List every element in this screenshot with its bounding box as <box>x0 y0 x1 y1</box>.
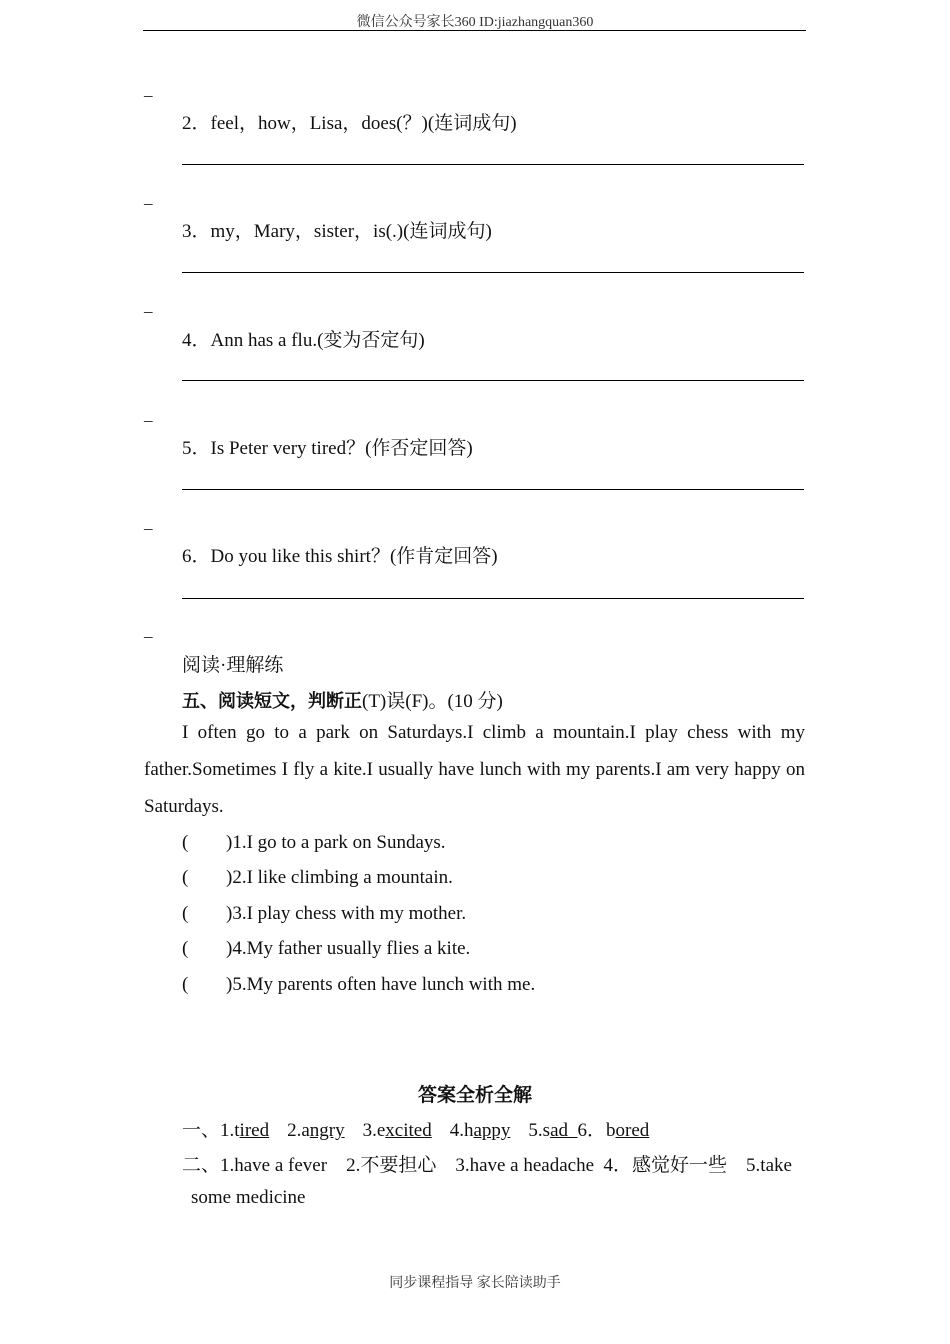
answers-title: 答案全析全解 <box>417 1084 532 1106</box>
tf-item: ( )1.I go to a park on Sundays. <box>182 832 446 853</box>
section-heading <box>182 686 503 713</box>
answer-line <box>182 489 804 490</box>
answer-item: 5.sad <box>528 1120 578 1141</box>
tf-item: ( )4.My father usually flies a kite. <box>182 938 471 959</box>
answer-dash: _ <box>144 188 153 207</box>
section-heading-rest: (T)误(F)。(10 分) <box>362 691 503 712</box>
tf-item: ( )5.My parents often have lunch with me. <box>182 974 536 995</box>
answer-line <box>182 164 804 165</box>
answer-line <box>182 380 804 381</box>
question-2: 2．feel，how，Lisa，does(？)(连词成句) <box>182 113 517 134</box>
answer-item: 3.excited <box>362 1120 432 1141</box>
question-6: 6．Do you like this shirt？(作肯定回答) <box>182 546 498 567</box>
answers-row-1 <box>182 1115 667 1142</box>
question-3: 3．my，Mary，sister，is(.)(连词成句) <box>182 221 492 242</box>
answer-dash: _ <box>144 80 153 99</box>
answers-row-2-continuation: some medicine <box>191 1187 306 1208</box>
section-heading-bold: 五、阅读短文，判断正 <box>182 691 362 712</box>
answer-line <box>182 272 804 273</box>
answer-line <box>182 598 804 599</box>
page-footer: 同步课程指导 家长陪读助手 <box>389 1276 561 1291</box>
answers-row-2: 二、1.have a fever 2.不要担心 3.have a headache 4．感觉好一些 5.take <box>182 1155 792 1176</box>
answer-dash: _ <box>144 405 153 424</box>
answer-item: 1.tired <box>220 1120 270 1141</box>
question-5: 5．Is Peter very tired？(作否定回答) <box>182 438 473 459</box>
reading-passage <box>144 714 805 825</box>
question-4: 4．Ann has a flu.(变为否定句) <box>182 330 425 351</box>
answer-item: 4.happy <box>449 1120 511 1141</box>
answers-row-1-prefix: 一、 <box>182 1120 221 1141</box>
answer-dash: _ <box>144 621 153 640</box>
answer-dash: _ <box>144 296 153 315</box>
section-label: 阅读·理解练 <box>182 655 284 676</box>
header-rule <box>143 30 806 31</box>
answer-item: 6．bored <box>577 1120 650 1141</box>
reading-passage-text: I often go to a park on Saturdays.I climb a mountain.I play chess with my father.Sometimes I fly a kite.I usually have lunch with my parents.I am very happy on Saturdays. <box>144 722 805 817</box>
tf-item: ( )3.I play chess with my mother. <box>182 903 467 924</box>
answer-item: 2.angry <box>287 1120 345 1141</box>
tf-item: ( )2.I like climbing a mountain. <box>182 867 453 888</box>
page-header: 微信公众号家长360 ID:jiazhangquan360 <box>356 15 594 30</box>
answer-dash: _ <box>144 513 153 532</box>
